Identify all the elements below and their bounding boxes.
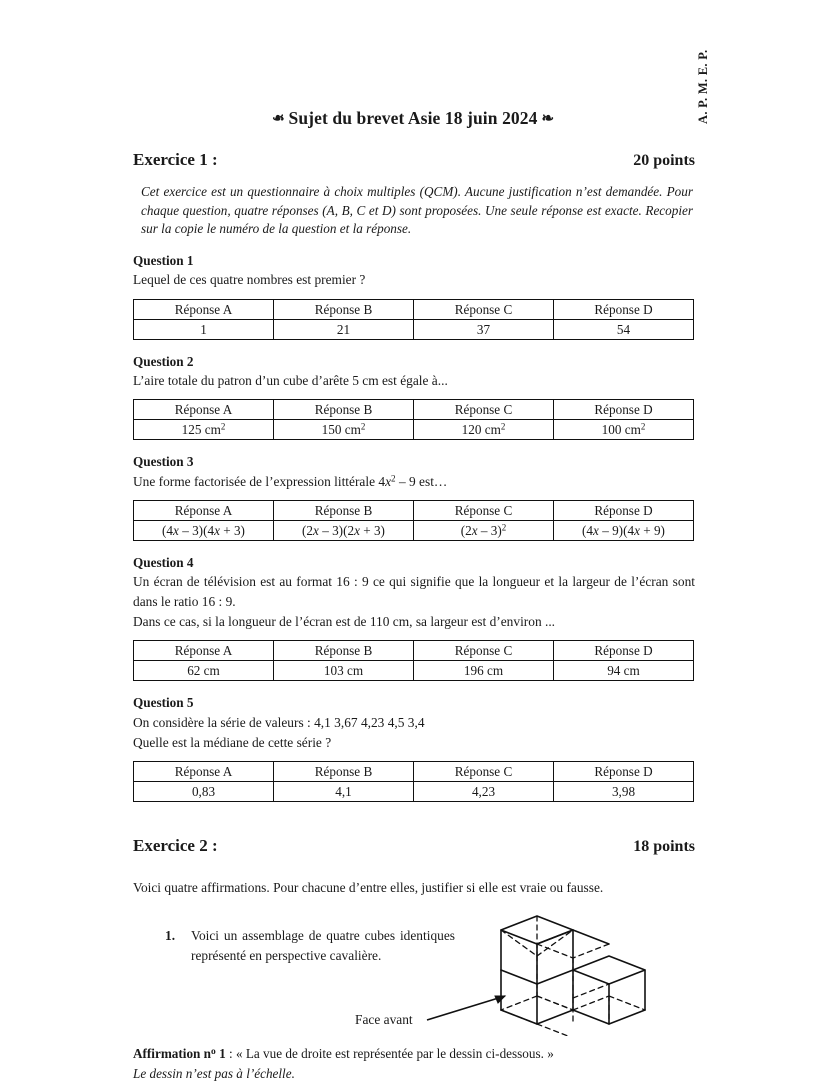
answer-header-b: Réponse B <box>274 299 414 319</box>
table-row <box>134 500 694 520</box>
answer-header-d: Réponse D <box>554 762 694 782</box>
answer-header-c: Réponse C <box>414 500 554 520</box>
exercise-2-points: 18 points <box>633 838 695 856</box>
question-5-answer-table <box>133 761 694 802</box>
table-row <box>134 420 694 440</box>
question-1-label: Question 1 <box>133 253 194 269</box>
answer-value-b: 103 cm <box>274 661 414 681</box>
page-title-text: Sujet du brevet Asie 18 juin 2024 <box>288 108 538 128</box>
exercise-2-section <box>133 836 695 1083</box>
answer-value-c: 120 $cm^2$ <box>414 420 554 440</box>
answer-header-c: Réponse C <box>414 641 554 661</box>
answer-header-a: Réponse A <box>134 299 274 319</box>
question-2-block <box>133 353 695 441</box>
answer-value-b: (2x – 3)(2x + 3) <box>274 520 414 540</box>
affirmation-1 <box>133 1044 695 1084</box>
publisher-mark: A. P. M. E. P. <box>696 49 710 124</box>
answer-header-b: Réponse B <box>274 641 414 661</box>
answer-value-d: 3,98 <box>554 782 694 802</box>
page-title <box>133 108 693 129</box>
question-1-text: Lequel de ces quatre nombres est premier ? <box>133 272 366 288</box>
question-5-text: On considère la série de valeurs : 4,1 3,67 4,23 4,5 3,4 <box>133 714 425 730</box>
answer-header-d: Réponse D <box>554 400 694 420</box>
table-row <box>134 762 694 782</box>
answer-header-c: Réponse C <box>414 762 554 782</box>
answer-value-b: 150 $cm^2$ <box>274 420 414 440</box>
answer-value-c: (2x – 3)$^2$ <box>414 520 554 540</box>
exercise-2-title: Exercice 2 : <box>133 836 218 856</box>
question-4-text-2: Dans ce cas, si la longueur de l’écran est de 110 cm, sa largeur est d’environ ... <box>133 614 556 630</box>
question-3-text: Une forme factorisée de l’expression littérale $4x^2 - 9$ est… <box>133 472 448 489</box>
exercise-1-title: Exercice 1 : <box>133 150 218 169</box>
question-3-answer-table <box>133 500 694 541</box>
exercise-1-points: 20 points <box>633 152 695 169</box>
answer-header-b: Réponse B <box>274 762 414 782</box>
item-text: Voici un assemblage de quatre cubes identiques représenté en perspective cavalière. <box>191 927 455 964</box>
question-3-label: Question 3 <box>133 454 194 470</box>
question-4-label: Question 4 <box>133 554 194 570</box>
table-row <box>134 782 694 802</box>
answer-header-c: Réponse C <box>414 400 554 420</box>
cube-assembly-figure <box>421 912 701 1036</box>
answer-value-a: (4x – 3)(4x + 3) <box>134 520 274 540</box>
answer-value-c: 196 cm <box>414 661 554 681</box>
answer-header-d: Réponse D <box>554 500 694 520</box>
question-2-answer-table <box>133 399 694 440</box>
question-1-answer-table <box>133 299 694 340</box>
answer-value-a: 0,83 <box>134 782 274 802</box>
table-row <box>134 641 694 661</box>
answer-header-b: Réponse B <box>274 400 414 420</box>
answer-value-d: 100 $cm^2$ <box>554 420 694 440</box>
answer-header-a: Réponse A <box>134 500 274 520</box>
affirmation-1-prefix: Affirmation n <box>133 1045 212 1061</box>
exercise-1-header <box>133 150 695 170</box>
question-5-label: Question 5 <box>133 695 194 711</box>
table-row <box>134 299 694 319</box>
table-row <box>134 520 694 540</box>
question-3-block <box>133 453 695 541</box>
question-2-text: L’aire totale du patron d’un cube d’arête 5 cm est égale à... <box>133 372 448 388</box>
cube-assembly-svg <box>421 912 701 1036</box>
document-content <box>133 150 695 1084</box>
answer-value-c: 4,23 <box>414 782 554 802</box>
answer-value-b: 4,1 <box>274 782 414 802</box>
affirmation-1-note: Le dessin n’est pas à l’échelle. <box>133 1065 295 1081</box>
table-row <box>134 400 694 420</box>
item-number: 1. <box>165 927 176 943</box>
face-avant-label: Face avant <box>355 1011 413 1027</box>
ornament-right-icon: ❧ <box>541 111 555 127</box>
face-avant-arrow-icon <box>427 996 505 1020</box>
exercise-2-intro: Voici quatre affirmations. Pour chacune d’entre elles, justifier si elle est vraie ou fausse. <box>133 880 604 896</box>
question-4-answer-table <box>133 640 694 681</box>
answer-value-a: 125 $cm^2$ <box>134 420 274 440</box>
affirmation-1-line-1 <box>133 1044 695 1064</box>
answer-header-b: Réponse B <box>274 500 414 520</box>
answer-value-d: (4x – 9)(4x + 9) <box>554 520 694 540</box>
question-5-block <box>133 694 695 802</box>
exercise-1-intro: Cet exercice est un questionnaire à choix multiples (QCM). Aucune justification n’est demandée. Pour chaque question, quatre réponses (A, B, C et D) sont proposées. Une seule réponse est exacte. Recopier sur la copie le numéro de la question et la réponse. <box>141 184 693 237</box>
question-4-text: Un écran de télévision est au format 16 : 9 ce qui signifie que la longueur et la largeur de l’écran sont dans le ratio 16 : 9. <box>133 574 695 609</box>
answer-value-a: 1 <box>134 319 274 339</box>
answer-value-d: 94 cm <box>554 661 694 681</box>
affirmation-1-number: 1 <box>215 1045 226 1061</box>
answer-header-c: Réponse C <box>414 299 554 319</box>
exercise-2-header <box>133 836 695 856</box>
ornament-left-icon: ❧ <box>271 111 285 127</box>
affirmation-1-ordinal: o <box>211 1046 216 1057</box>
table-row <box>134 661 694 681</box>
answer-value-b: 21 <box>274 319 414 339</box>
question-5-text-2: Quelle est la médiane de cette série ? <box>133 735 332 751</box>
question-1-block <box>133 252 695 340</box>
answer-header-a: Réponse A <box>134 762 274 782</box>
answer-header-d: Réponse D <box>554 299 694 319</box>
answer-value-a: 62 cm <box>134 661 274 681</box>
answer-value-d: 54 <box>554 319 694 339</box>
answer-header-a: Réponse A <box>134 641 274 661</box>
answer-header-a: Réponse A <box>134 400 274 420</box>
answer-header-d: Réponse D <box>554 641 694 661</box>
exercise-2-item-1 <box>133 926 695 1034</box>
question-4-block <box>133 554 695 681</box>
table-row <box>134 319 694 339</box>
affirmation-1-colon: : <box>225 1045 236 1061</box>
answer-value-c: 37 <box>414 319 554 339</box>
question-2-label: Question 2 <box>133 353 194 369</box>
affirmation-1-quote: « La vue de droite est représentée par le dessin ci-dessous. » <box>235 1045 554 1061</box>
